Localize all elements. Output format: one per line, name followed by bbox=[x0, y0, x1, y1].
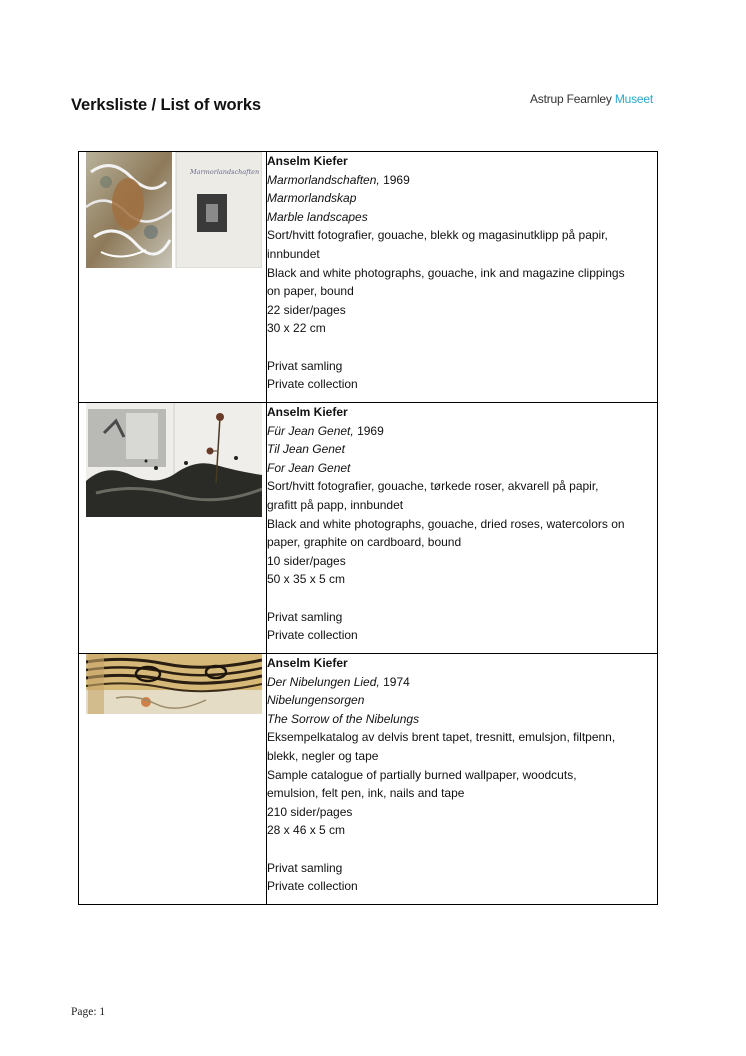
work-title-line bbox=[267, 673, 657, 692]
work-row bbox=[79, 152, 658, 403]
collection-norwegian: Privat samling bbox=[267, 609, 343, 624]
title-norwegian: Til Jean Genet bbox=[267, 442, 345, 457]
medium-norwegian: Sort/hvitt fotografier, gouache, blekk og magasinutklipp på papir, bbox=[267, 228, 608, 243]
work-year: 1969 bbox=[383, 172, 410, 187]
page-title: Verksliste / List of works bbox=[71, 96, 261, 114]
work-image-cell bbox=[79, 654, 267, 905]
work-title: Der Nibelungen Lied, bbox=[267, 674, 380, 689]
title-english: The Sorrow of the Nibelungs bbox=[267, 711, 420, 726]
artist-name: Anselm Kiefer bbox=[267, 405, 348, 419]
dimensions: 30 x 22 cm bbox=[267, 321, 326, 336]
work-image-cell bbox=[79, 403, 267, 654]
dimensions: 28 x 46 x 5 cm bbox=[267, 823, 346, 838]
medium-norwegian: grafitt på papp, innbundet bbox=[267, 497, 404, 512]
title-norwegian: Marmorlandskap bbox=[267, 191, 357, 206]
medium-norwegian: Sort/hvitt fotografier, gouache, tørkede roser, akvarell på papir, bbox=[267, 479, 599, 494]
for-jean-genet-image bbox=[86, 403, 262, 517]
marble-landscapes-image bbox=[86, 152, 262, 268]
collection-english: Private collection bbox=[267, 377, 358, 392]
handwritten-title: Marmorlandschaften bbox=[190, 168, 260, 176]
brand-accent: Museet bbox=[614, 92, 654, 106]
medium-norwegian: Eksempelkatalog av delvis brent tapet, tresnitt, emulsjon, filtpenn, bbox=[267, 730, 616, 745]
medium-norwegian: blekk, negler og tape bbox=[267, 748, 379, 763]
work-details bbox=[267, 403, 658, 654]
work-image-cell bbox=[79, 152, 267, 403]
work-title: Für Jean Genet, bbox=[267, 423, 354, 438]
works-table bbox=[78, 151, 658, 905]
work-title-line bbox=[267, 171, 657, 190]
page-count: 210 sider/pages bbox=[267, 804, 353, 819]
artist-name: Anselm Kiefer bbox=[267, 656, 348, 670]
work-details bbox=[267, 654, 658, 905]
title-english: For Jean Genet bbox=[267, 460, 351, 475]
museum-logo bbox=[530, 92, 653, 106]
dimensions: 50 x 35 x 5 cm bbox=[267, 572, 346, 587]
work-row bbox=[79, 403, 658, 654]
collection-norwegian: Privat samling bbox=[267, 358, 343, 373]
collection-english: Private collection bbox=[267, 879, 358, 894]
collection-english: Private collection bbox=[267, 628, 358, 643]
work-year: 1969 bbox=[357, 423, 384, 438]
page-count: 10 sider/pages bbox=[267, 553, 346, 568]
work-title: Marmorlandschaften, bbox=[267, 172, 380, 187]
medium-english: Sample catalogue of partially burned wallpaper, woodcuts, bbox=[267, 767, 577, 782]
work-row bbox=[79, 654, 658, 905]
artist-name: Anselm Kiefer bbox=[267, 154, 348, 168]
medium-english: paper, graphite on cardboard, bound bbox=[267, 535, 462, 550]
work-year: 1974 bbox=[383, 674, 410, 689]
medium-norwegian: innbundet bbox=[267, 246, 320, 261]
page-number: Page: 1 bbox=[71, 1006, 106, 1018]
work-details bbox=[267, 152, 658, 403]
collection-norwegian: Privat samling bbox=[267, 860, 343, 875]
work-title-line bbox=[267, 422, 657, 441]
brand-name: Astrup Fearnley bbox=[530, 92, 612, 106]
medium-english: emulsion, felt pen, ink, nails and tape bbox=[267, 786, 465, 801]
medium-english: Black and white photographs, gouache, ink and magazine clippings bbox=[267, 265, 625, 280]
page-count: 22 sider/pages bbox=[267, 302, 346, 317]
medium-english: on paper, bound bbox=[267, 284, 354, 299]
medium-english: Black and white photographs, gouache, dried roses, watercolors on bbox=[267, 516, 625, 531]
title-english: Marble landscapes bbox=[267, 209, 368, 224]
title-norwegian: Nibelungensorgen bbox=[267, 693, 365, 708]
nibelungen-image bbox=[86, 654, 262, 714]
